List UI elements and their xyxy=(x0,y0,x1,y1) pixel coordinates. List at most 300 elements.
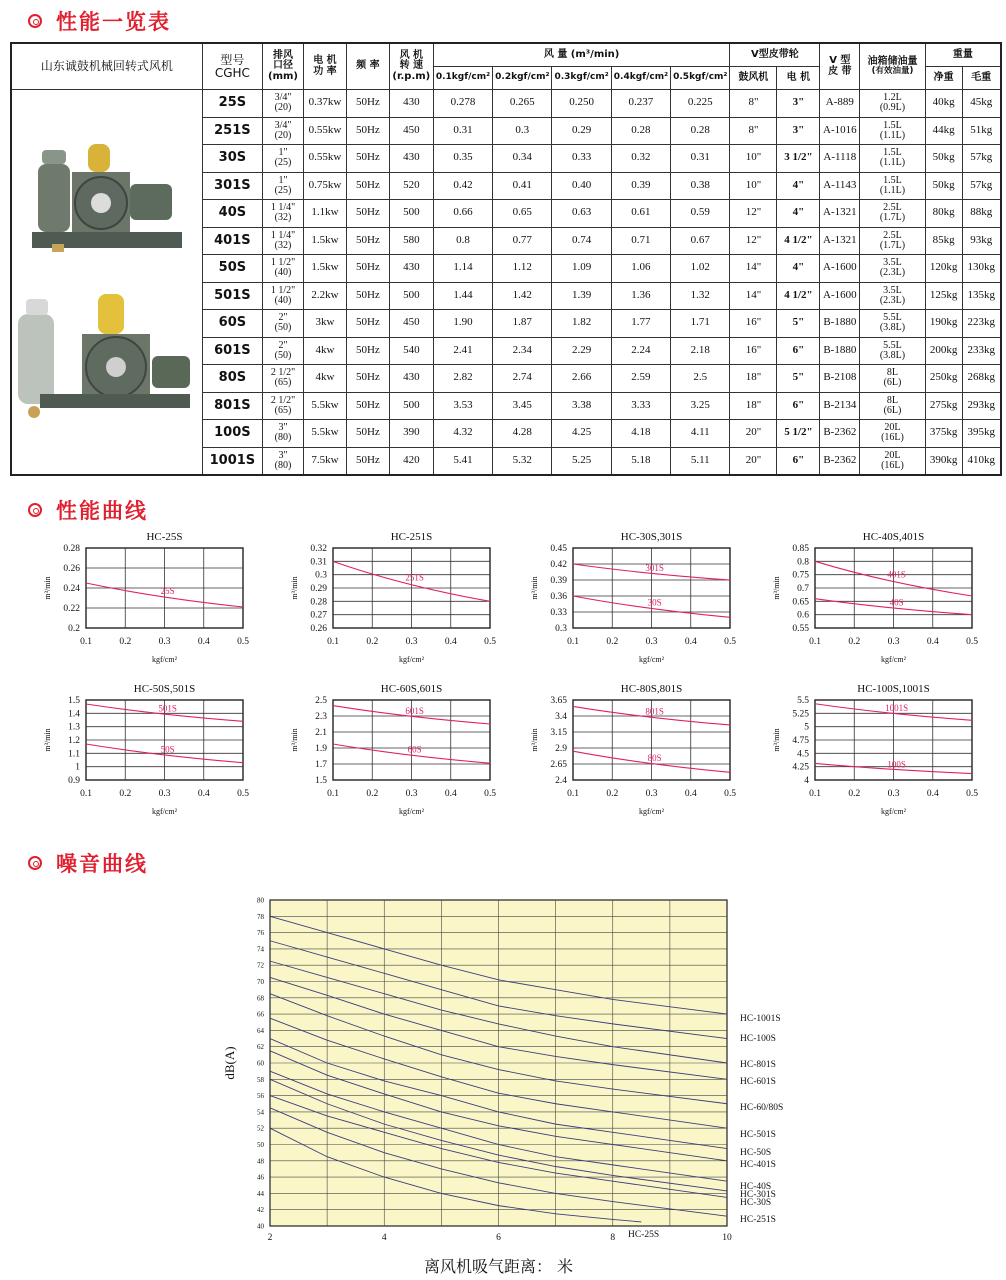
pulley-motor-cell: 3" xyxy=(777,90,820,118)
flow-5-cell: 1.32 xyxy=(671,282,730,310)
frequency-cell: 50Hz xyxy=(346,447,389,475)
x-tick-label: 0.5 xyxy=(724,637,736,647)
noise-series-label: HC-25S xyxy=(628,1230,660,1240)
x-tick-label: 2 xyxy=(267,1233,273,1243)
y-axis-label: m³/min xyxy=(772,728,781,752)
oil-value: (3.8L) xyxy=(879,349,906,361)
vbelt-cell: B-1880 xyxy=(820,337,860,365)
flow-1-cell: 0.31 xyxy=(433,117,492,145)
x-tick-label: 0.3 xyxy=(405,789,418,799)
outlet-value: (32) xyxy=(274,239,292,251)
pulley-blower-cell: 8" xyxy=(730,90,777,118)
power-cell: 5.5kw xyxy=(303,392,346,420)
noise-series-label: HC-251S xyxy=(740,1215,776,1225)
y-tick-label: 0.6 xyxy=(797,610,809,621)
gross-weight-cell: 93kg xyxy=(962,227,1001,255)
flow-1-cell: 0.8 xyxy=(433,227,492,255)
oil-value: (1.1L) xyxy=(879,157,906,169)
oil-value: 8L xyxy=(886,367,899,379)
x-axis-label: kgf/cm² xyxy=(880,655,907,664)
model-cell: 40S xyxy=(202,200,262,228)
y-tick-label: 66 xyxy=(257,1010,264,1019)
noise-series-label: HC-100S xyxy=(740,1034,776,1044)
oil-value: 2.5L xyxy=(883,202,902,214)
flow-2-cell: 2.74 xyxy=(493,365,552,393)
outlet-cell xyxy=(263,392,304,420)
outlet-value: 1 1/2" xyxy=(270,257,296,269)
y-tick-label: 5 xyxy=(804,722,809,733)
flow-3-cell: 1.09 xyxy=(552,255,611,283)
oil-cell xyxy=(860,447,925,475)
flow-2-cell: 0.65 xyxy=(493,200,552,228)
flow-1-cell: 1.14 xyxy=(433,255,492,283)
blower-photo xyxy=(12,94,199,471)
pulley-motor-cell: 3" xyxy=(777,117,820,145)
gross-weight-cell: 223kg xyxy=(962,310,1001,338)
pressure-header-5: 0.5kgf/cm² xyxy=(671,67,730,90)
speed-cell: 520 xyxy=(389,172,433,200)
flow-4-cell: 0.237 xyxy=(611,90,670,118)
flow-4-cell: 3.33 xyxy=(611,392,670,420)
perf-chart xyxy=(275,528,513,673)
table-body xyxy=(11,90,1001,476)
x-tick-label: 0.4 xyxy=(444,637,457,647)
y-tick-label: 68 xyxy=(257,994,264,1003)
section-title-text: 性能一览表 xyxy=(56,10,171,34)
x-tick-label: 0.4 xyxy=(197,789,210,799)
oil-value: 20L xyxy=(884,422,901,434)
power-cell: 1.5kw xyxy=(303,227,346,255)
outlet-value: (80) xyxy=(274,432,292,444)
speed-cell: 390 xyxy=(389,420,433,448)
x-tick-label: 0.5 xyxy=(966,637,978,647)
frequency-cell: 50Hz xyxy=(346,337,389,365)
outlet-value: 2" xyxy=(278,312,288,324)
flow-5-cell: 1.71 xyxy=(671,310,730,338)
x-tick-label: 0.3 xyxy=(158,789,171,799)
power-cell: 2.2kw xyxy=(303,282,346,310)
net-weight-cell: 50kg xyxy=(925,172,962,200)
oil-value: (0.9L) xyxy=(879,102,906,114)
frequency-cell: 50Hz xyxy=(346,172,389,200)
flow-5-cell: 3.25 xyxy=(671,392,730,420)
x-tick-label: 0.3 xyxy=(887,789,900,799)
speed-header-line1: 风 机 xyxy=(399,49,424,61)
y-tick-label: 0.45 xyxy=(550,544,567,554)
vbelt-header-line2: 皮 带 xyxy=(828,65,852,77)
outlet-value: 1" xyxy=(278,147,288,159)
x-tick-label: 0.4 xyxy=(684,637,697,647)
flow-1-cell: 3.53 xyxy=(433,392,492,420)
x-tick-label: 0.5 xyxy=(724,789,736,799)
flow-4-cell: 1.77 xyxy=(611,310,670,338)
pulley-blower-cell: 20" xyxy=(730,420,777,448)
oil-cell xyxy=(860,227,925,255)
frequency-cell: 50Hz xyxy=(346,392,389,420)
y-tick-label: 74 xyxy=(257,945,264,954)
y-axis-label: m³/min xyxy=(530,728,539,752)
pulley-blower-cell: 20" xyxy=(730,447,777,475)
flow-3-cell: 5.25 xyxy=(552,447,611,475)
y-tick-label: 0.31 xyxy=(310,557,327,568)
power-cell: 0.75kw xyxy=(303,172,346,200)
blower-machine-top xyxy=(32,144,182,252)
x-axis-label: kgf/cm² xyxy=(398,655,425,664)
section-title-perf xyxy=(28,495,148,525)
flow-1-cell: 2.82 xyxy=(433,365,492,393)
perf-chart xyxy=(275,680,513,825)
model-cell: 80S xyxy=(202,365,262,393)
flow-2-cell: 4.28 xyxy=(493,420,552,448)
model-cell: 401S xyxy=(202,227,262,255)
speed-cell: 430 xyxy=(389,90,433,118)
x-axis-label: kgf/cm² xyxy=(638,655,665,664)
x-tick-label: 0.2 xyxy=(119,637,132,647)
x-tick-label: 0.3 xyxy=(887,637,900,647)
power-cell: 1.5kw xyxy=(303,255,346,283)
flow-4-cell: 1.36 xyxy=(611,282,670,310)
x-tick-label: 0.3 xyxy=(645,789,658,799)
frequency-cell: 50Hz xyxy=(346,145,389,173)
frequency-cell: 50Hz xyxy=(346,255,389,283)
y-tick-label: 0.26 xyxy=(63,564,80,574)
series-label: 1001S xyxy=(885,703,909,713)
model-cell: 1001S xyxy=(202,447,262,475)
x-tick-label: 4 xyxy=(381,1233,387,1243)
oil-value: (6L) xyxy=(883,404,902,416)
oil-value: 1.5L xyxy=(883,119,902,131)
outlet-value: (25) xyxy=(274,184,292,196)
net-weight-cell: 50kg xyxy=(925,145,962,173)
series-label: 601S xyxy=(405,705,424,716)
flow-1-cell: 1.90 xyxy=(433,310,492,338)
y-tick-label: 0.42 xyxy=(550,560,567,570)
x-tick-label: 6 xyxy=(496,1233,501,1243)
power-cell: 4kw xyxy=(303,337,346,365)
pulley-motor-cell: 5" xyxy=(777,365,820,393)
perf-chart xyxy=(515,680,753,825)
y-tick-label: 3.65 xyxy=(550,696,567,706)
flow-5-cell: 0.31 xyxy=(671,145,730,173)
flow-1-cell: 4.32 xyxy=(433,420,492,448)
flow-4-cell: 2.24 xyxy=(611,337,670,365)
speed-header-line2: 转 速 xyxy=(399,60,424,72)
oil-value: 1.2L xyxy=(883,92,902,104)
y-tick-label: 1.5 xyxy=(68,696,80,706)
y-tick-label: 1.9 xyxy=(315,744,327,754)
y-tick-label: 40 xyxy=(257,1222,264,1231)
y-axis-label: m³/min xyxy=(772,576,781,600)
y-axis-label: m³/min xyxy=(43,576,52,600)
gross-weight-cell: 57kg xyxy=(962,145,1001,173)
chart-title: HC-40S,401S xyxy=(862,531,925,543)
x-tick-label: 0.4 xyxy=(926,637,939,647)
outlet-cell xyxy=(263,282,304,310)
y-tick-label: 42 xyxy=(257,1206,264,1215)
x-tick-label: 0.3 xyxy=(645,637,658,647)
flow-3-cell: 0.63 xyxy=(552,200,611,228)
pulley-blower-cell: 12" xyxy=(730,200,777,228)
flow-5-cell: 2.18 xyxy=(671,337,730,365)
x-tick-label: 0.1 xyxy=(567,789,579,799)
power-cell: 4kw xyxy=(303,365,346,393)
x-axis-label: kgf/cm² xyxy=(398,807,425,816)
chart-title: HC-251S xyxy=(390,531,433,543)
brand-header: 山东诚鼓机械回转式风机 xyxy=(11,43,202,90)
outlet-cell xyxy=(263,172,304,200)
outlet-cell xyxy=(263,255,304,283)
pulley-blower-header: 鼓风机 xyxy=(730,67,777,90)
flow-3-cell: 1.39 xyxy=(552,282,611,310)
flow-2-cell: 0.34 xyxy=(493,145,552,173)
series-label: 501S xyxy=(158,703,177,714)
y-tick-label: 46 xyxy=(257,1173,264,1182)
x-tick-label: 0.1 xyxy=(809,789,821,799)
gross-weight-cell: 395kg xyxy=(962,420,1001,448)
y-tick-label: 0.39 xyxy=(550,576,567,586)
flow-2-cell: 2.34 xyxy=(493,337,552,365)
frequency-cell: 50Hz xyxy=(346,200,389,228)
y-tick-label: 0.7 xyxy=(797,584,809,594)
y-tick-label: 2.65 xyxy=(550,760,567,770)
x-tick-label: 0.2 xyxy=(606,637,619,647)
speed-cell: 450 xyxy=(389,310,433,338)
chart-title: HC-25S xyxy=(146,531,183,543)
oil-value: 3.5L xyxy=(883,284,902,296)
outlet-cell xyxy=(263,227,304,255)
y-tick-label: 0.27 xyxy=(310,610,327,621)
flow-3-cell: 0.33 xyxy=(552,145,611,173)
section-title-noise xyxy=(28,848,148,878)
x-tick-label: 0.2 xyxy=(848,637,861,647)
outlet-value: 3/4" xyxy=(274,119,292,131)
flow-1-cell: 0.278 xyxy=(433,90,492,118)
x-axis-label: kgf/cm² xyxy=(638,807,665,816)
outlet-cell xyxy=(263,447,304,475)
pulley-motor-header: 电 机 xyxy=(777,67,820,90)
oil-value: (1.1L) xyxy=(879,129,906,141)
pressure-header-2: 0.2kgf/cm² xyxy=(493,67,552,90)
oil-value: 8L xyxy=(886,394,899,406)
x-tick-label: 0.4 xyxy=(444,789,457,799)
power-cell: 0.55kw xyxy=(303,145,346,173)
flow-3-cell: 3.38 xyxy=(552,392,611,420)
power-header xyxy=(303,43,346,90)
x-axis-label: 离风机吸气距离： 米 xyxy=(423,1257,574,1276)
speed-cell: 430 xyxy=(389,255,433,283)
flow-4-cell: 4.18 xyxy=(611,420,670,448)
x-tick-label: 10 xyxy=(722,1233,732,1243)
pulley-motor-cell: 4 1/2" xyxy=(777,227,820,255)
net-weight-cell: 120kg xyxy=(925,255,962,283)
noise-series-label: HC-30S xyxy=(740,1198,772,1208)
noise-series-label: HC-40S xyxy=(740,1182,772,1192)
power-cell: 0.55kw xyxy=(303,117,346,145)
y-tick-label: 2.5 xyxy=(315,696,327,706)
oil-value: (1.7L) xyxy=(879,239,906,251)
oil-cell xyxy=(860,117,925,145)
model-cell: 25S xyxy=(202,90,262,118)
outlet-value: (65) xyxy=(274,404,292,416)
flow-5-cell: 0.59 xyxy=(671,200,730,228)
noise-series-label: HC-1001S xyxy=(740,1014,781,1024)
outlet-cell xyxy=(263,420,304,448)
x-tick-label: 0.2 xyxy=(606,789,619,799)
series-label: 100S xyxy=(887,759,906,770)
outlet-value: (80) xyxy=(274,459,292,471)
gross-weight-cell: 57kg xyxy=(962,172,1001,200)
outlet-value: (50) xyxy=(274,322,292,334)
vbelt-cell: B-2362 xyxy=(820,447,860,475)
y-tick-label: 54 xyxy=(257,1108,264,1117)
flow-5-cell: 4.11 xyxy=(671,420,730,448)
flow-2-cell: 3.45 xyxy=(493,392,552,420)
oil-cell xyxy=(860,365,925,393)
outlet-value: 1 1/2" xyxy=(270,284,296,296)
x-axis-label: kgf/cm² xyxy=(151,807,178,816)
y-tick-label: 2.9 xyxy=(555,744,567,754)
frequency-cell: 50Hz xyxy=(346,310,389,338)
x-tick-label: 0.1 xyxy=(567,637,579,647)
flow-1-cell: 0.42 xyxy=(433,172,492,200)
vbelt-cell: A-1118 xyxy=(820,145,860,173)
weight-header: 重量 xyxy=(925,43,1001,67)
model-cell: 501S xyxy=(202,282,262,310)
noise-series-label: HC-50S xyxy=(740,1148,772,1158)
speed-cell: 500 xyxy=(389,200,433,228)
gross-weight-header: 毛重 xyxy=(962,67,1001,90)
flow-5-cell: 1.02 xyxy=(671,255,730,283)
oil-value: (1.7L) xyxy=(879,212,906,224)
y-tick-label: 2.3 xyxy=(315,712,327,722)
oil-cell xyxy=(860,392,925,420)
frequency-cell: 50Hz xyxy=(346,227,389,255)
y-tick-label: 58 xyxy=(257,1075,264,1084)
y-tick-label: 1.3 xyxy=(68,722,80,733)
model-cell: 251S xyxy=(202,117,262,145)
pulley-blower-cell: 10" xyxy=(730,172,777,200)
y-tick-label: 70 xyxy=(257,978,264,986)
outlet-value: (40) xyxy=(274,294,292,306)
power-cell: 3kw xyxy=(303,310,346,338)
y-tick-label: 62 xyxy=(257,1043,264,1052)
outlet-value: (20) xyxy=(274,129,292,141)
model-header xyxy=(202,43,262,90)
net-weight-cell: 200kg xyxy=(925,337,962,365)
outlet-value: 1" xyxy=(278,174,288,186)
vbelt-cell: A-1016 xyxy=(820,117,860,145)
speed-cell: 430 xyxy=(389,365,433,393)
pressure-header-3: 0.3kgf/cm² xyxy=(552,67,611,90)
y-tick-label: 4.5 xyxy=(797,749,809,760)
x-tick-label: 0.2 xyxy=(848,789,861,799)
outlet-value: 3" xyxy=(278,449,288,461)
flow-2-cell: 0.265 xyxy=(493,90,552,118)
outlet-value: 3/4" xyxy=(274,92,292,104)
vbelt-cell: B-1880 xyxy=(820,310,860,338)
power-cell: 5.5kw xyxy=(303,420,346,448)
product-photo-cell xyxy=(11,90,202,476)
pulley-blower-cell: 16" xyxy=(730,337,777,365)
vbelt-cell: A-889 xyxy=(820,90,860,118)
flow-5-cell: 2.5 xyxy=(671,365,730,393)
perf-chart xyxy=(757,528,995,673)
chart-title: HC-80S,801S xyxy=(620,683,683,695)
performance-table xyxy=(10,42,1002,476)
pulley-blower-cell: 12" xyxy=(730,227,777,255)
chart-title: HC-30S,301S xyxy=(620,531,683,543)
flow-4-cell: 0.28 xyxy=(611,117,670,145)
net-weight-cell: 85kg xyxy=(925,227,962,255)
y-tick-label: 4.25 xyxy=(792,762,809,773)
outlet-cell xyxy=(263,145,304,173)
oil-cell xyxy=(860,255,925,283)
flow-2-cell: 0.41 xyxy=(493,172,552,200)
flow-4-cell: 5.18 xyxy=(611,447,670,475)
y-tick-label: 0.75 xyxy=(792,570,809,581)
x-tick-label: 0.4 xyxy=(926,789,939,799)
power-cell: 0.37kw xyxy=(303,90,346,118)
net-weight-cell: 80kg xyxy=(925,200,962,228)
speed-cell: 500 xyxy=(389,392,433,420)
pulley-blower-cell: 18" xyxy=(730,365,777,393)
y-tick-label: 2.1 xyxy=(315,728,327,738)
pulley-motor-cell: 3 1/2" xyxy=(777,145,820,173)
x-tick-label: 0.5 xyxy=(484,789,496,799)
net-weight-cell: 375kg xyxy=(925,420,962,448)
y-tick-label: 0.33 xyxy=(550,608,567,618)
series-label: 40S xyxy=(889,597,904,608)
oil-header-line2: (有效油量) xyxy=(871,66,914,77)
y-tick-label: 4.75 xyxy=(792,736,809,746)
noise-series-label: HC-301S xyxy=(740,1190,776,1200)
perf-chart xyxy=(28,528,266,673)
noise-chart xyxy=(200,888,820,1278)
flow-4-cell: 0.71 xyxy=(611,227,670,255)
x-tick-label: 0.5 xyxy=(966,789,978,799)
y-axis-label: m³/min xyxy=(290,728,299,752)
gross-weight-cell: 135kg xyxy=(962,282,1001,310)
outlet-value: (20) xyxy=(274,102,292,114)
net-weight-cell: 275kg xyxy=(925,392,962,420)
perf-chart xyxy=(28,680,266,825)
pulley-motor-cell: 5 1/2" xyxy=(777,420,820,448)
outlet-value: (40) xyxy=(274,267,292,279)
oil-value: 5.5L xyxy=(883,339,902,351)
model-cell: 601S xyxy=(202,337,262,365)
series-label: 80S xyxy=(647,752,662,763)
y-tick-label: 1.2 xyxy=(68,736,80,746)
x-tick-label: 8 xyxy=(610,1233,616,1243)
oil-value: (2.3L) xyxy=(879,267,906,279)
y-tick-label: 78 xyxy=(257,912,264,921)
x-axis-label: kgf/cm² xyxy=(151,655,178,664)
y-tick-label: 44 xyxy=(257,1189,264,1198)
outlet-header xyxy=(263,43,304,90)
net-weight-cell: 190kg xyxy=(925,310,962,338)
x-tick-label: 0.1 xyxy=(327,789,339,799)
outlet-header-line3: (mm) xyxy=(268,70,298,82)
section-title-table xyxy=(28,6,171,36)
noise-series-label: HC-601S xyxy=(740,1077,776,1087)
y-tick-label: 0.24 xyxy=(63,584,80,594)
flow-5-cell: 0.38 xyxy=(671,172,730,200)
vbelt-cell: A-1321 xyxy=(820,200,860,228)
outlet-cell xyxy=(263,310,304,338)
series-label: 60S xyxy=(407,744,422,755)
flow-3-cell: 4.25 xyxy=(552,420,611,448)
y-tick-label: 0.9 xyxy=(68,776,80,786)
